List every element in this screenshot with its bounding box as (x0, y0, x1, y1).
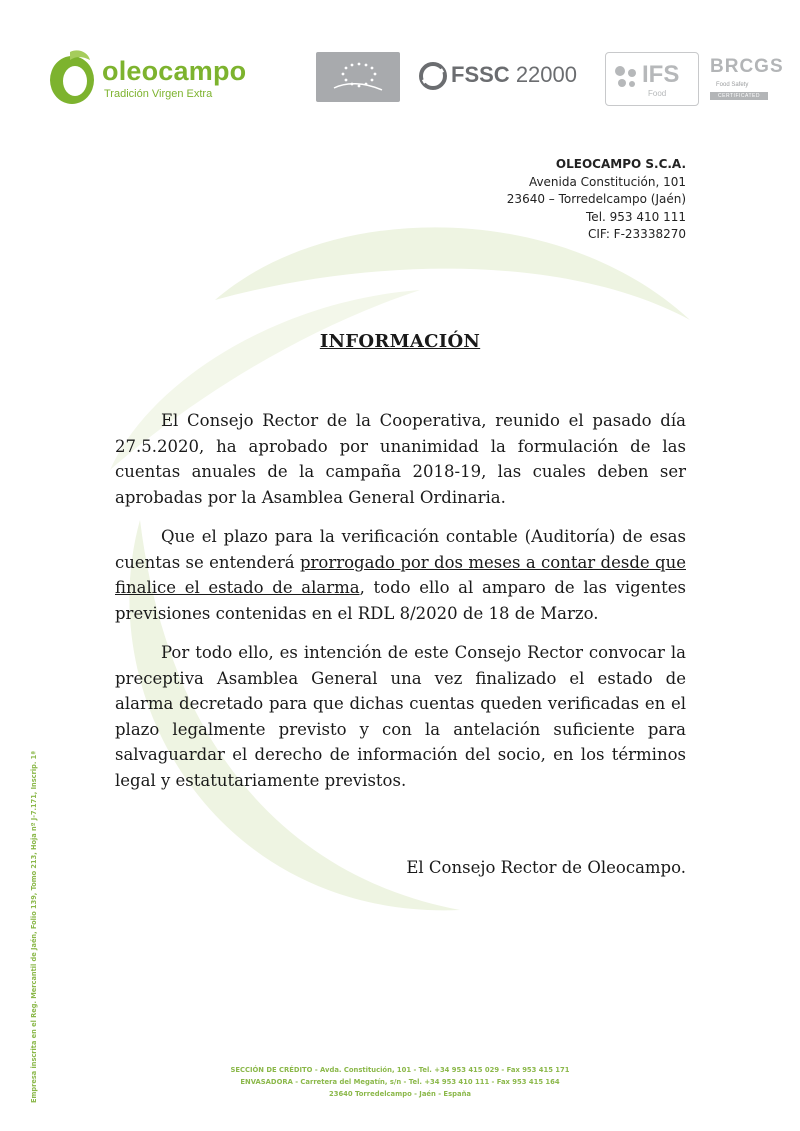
brand-tagline: Tradición Virgen Extra (104, 88, 213, 100)
footer (0, 1064, 800, 1100)
ifs-dots-icon (612, 63, 642, 93)
paragraph-3: Por todo ello, es intención de este Consejo Rector convocar la preceptiva Asamblea General una vez finalizado el estado de alarma decretado para que dichas cuentas queden verificadas en el plazo legalmente previsto y con la antelación suficiente para salvaguardar el derecho de información del socio, en los términos legal y estatutariamente previstos. (115, 643, 686, 790)
signature-line: El Consejo Rector de Oleocampo. (406, 858, 686, 877)
oleocampo-logo-icon (44, 48, 100, 108)
document-title-text: INFORMACIÓN (319, 331, 481, 352)
footer-line-credit: SECCIÓN DE CRÉDITO - Avda. Constitución, 101 - Tel. +34 953 415 029 - Fax 953 415 171 (230, 1066, 570, 1074)
sender-address (507, 156, 686, 244)
footer-line-city: 23640 Torredelcampo - Jaén - España (328, 1090, 471, 1098)
document-title (0, 331, 800, 352)
ifs-food-text: Food (648, 89, 667, 98)
eu-organic-leaf-icon (316, 52, 400, 102)
address-street: Avenida Constitución, 101 (528, 174, 686, 189)
eu-organic-logo (316, 52, 400, 102)
company-name: OLEOCAMPO S.C.A. (555, 157, 686, 171)
address-phone: Tel. 953 410 111 (586, 209, 686, 224)
fssc-number: 22000 (515, 62, 577, 87)
fssc-text (451, 62, 577, 88)
document-body (115, 408, 686, 807)
address-city: 23640 – Torredelcampo (Jaén) (506, 192, 686, 206)
oleocampo-logo (44, 48, 264, 108)
address-cif: CIF: F-23338270 (587, 227, 686, 241)
paragraph-2-end: , todo ello al amparo de las vigentes previsiones contenidas en el RDL 8/2020 de 18 de Marzo. (115, 578, 686, 623)
footer-line-packer: ENVASADORA - Carretera del Megatín, s/n - Tel. +34 953 410 111 - Fax 953 415 164 (240, 1078, 560, 1086)
paragraph-2-start: Que el plazo para la verificación contable (Auditoría) de esas cuentas se entenderá (115, 527, 686, 572)
fssc-ring-icon (417, 60, 449, 92)
paragraph-2 (115, 524, 686, 626)
brcgs-text: BRCGS (710, 56, 784, 77)
fssc-logo (417, 58, 587, 94)
registry-info: Empresa inscrita en el Reg. Mercantil de Jaén, Folio 139, Tomo 213, Hoja nº J-7.171, Inscrip. 1ª (30, 751, 38, 1103)
brcgs-logo (708, 56, 784, 102)
ifs-logo (605, 52, 699, 106)
brand-name: oleocampo (102, 56, 247, 86)
paragraph-2-underlined: prorrogado por dos meses a contar desde que finalice el estado de alarma (115, 552, 686, 597)
brcgs-food-safety: Food Safety (716, 82, 749, 88)
brcgs-certified: CERTIFICATED (710, 92, 768, 100)
fssc-bold: FSSC (451, 62, 510, 87)
paragraph-1: El Consejo Rector de la Cooperativa, reunido el pasado día 27.5.2020, ha aprobado por unanimidad la formulación de las cuentas anuales de la campaña 2018-19, las cuales deben ser aprobadas por la Asamblea General Ordinaria. (115, 411, 686, 507)
ifs-text: IFS (642, 61, 680, 88)
